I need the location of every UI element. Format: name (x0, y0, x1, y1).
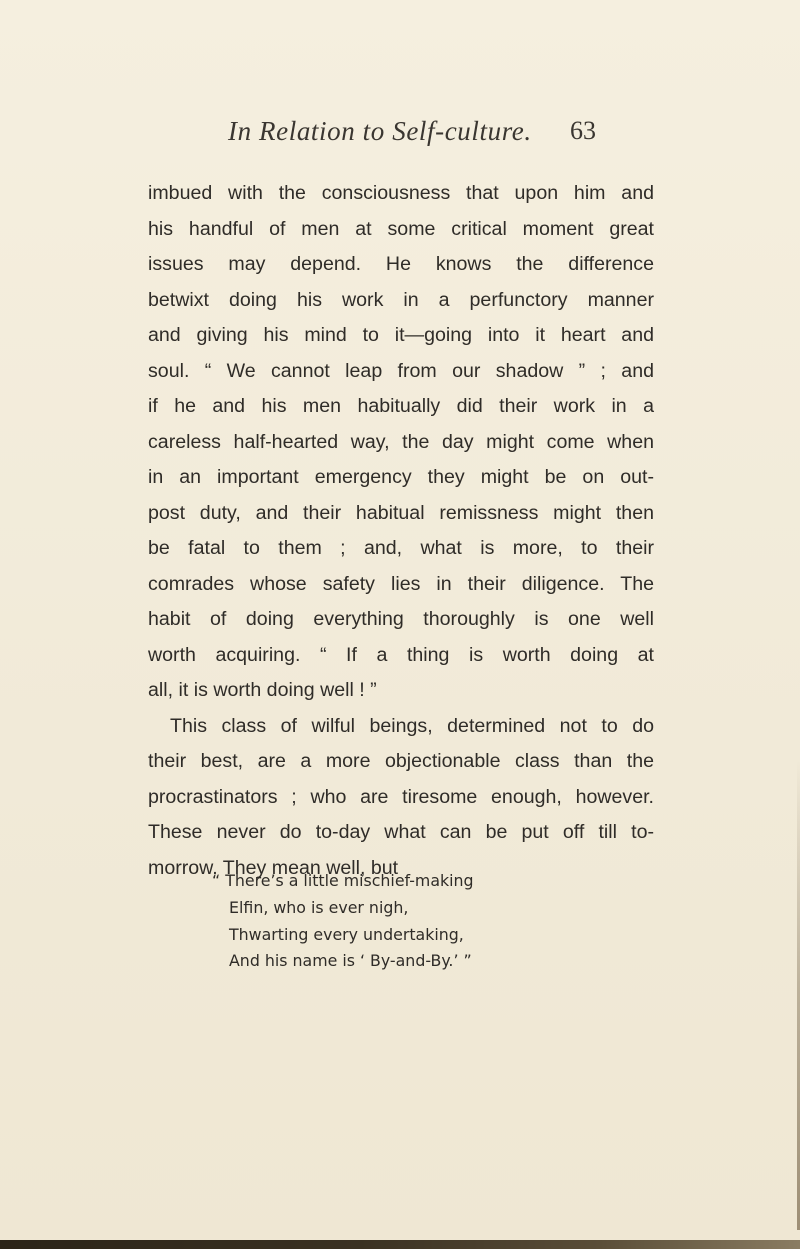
text-line: and giving his mind to it—going into it heart and (148, 324, 654, 346)
text-line: his handful of men at some critical moment great (148, 217, 654, 240)
text-line: all, it is worth doing well ! ” (148, 679, 377, 701)
text-line: These never do to-day what can be put off till to- (148, 821, 654, 843)
text-line: post duty, and their habitual remissness might then (148, 501, 654, 524)
text-line: betwixt doing his work in a perfunctory manner (148, 288, 654, 311)
text-line: worth acquiring. “ If a thing is worth doing at (148, 643, 654, 666)
text-line: procrastinators ; who are tiresome enough, however. (148, 785, 654, 808)
page-number: 63 (570, 116, 596, 145)
text-line: be fatal to them ; and, what is more, to their (148, 537, 654, 559)
verse-line: Thwarting every undertaking, (229, 924, 464, 944)
text-line: careless half-hearted way, the day might come when (148, 430, 654, 453)
running-head (0, 116, 800, 156)
text-line: habit of doing everything thoroughly is one well (148, 608, 654, 630)
verse-line: “ There’s a little mischief-making (212, 871, 474, 890)
text-line: issues may depend. He knows the difference (148, 253, 654, 275)
text-line: imbued with the consciousness that upon him and (148, 182, 654, 204)
text-line: if he and his men habitually did their work in a (148, 395, 654, 417)
text-line: morrow. They mean well, but (148, 856, 399, 879)
page-bottom-edge (0, 1240, 800, 1249)
text-line: in an important emergency they might be on out- (148, 466, 654, 488)
text-line: soul. “ We cannot leap from our shadow ” ; and (148, 359, 654, 382)
running-title: In Relation to Self-culture. (228, 116, 532, 146)
verse-line: And his name is ‘ By-and-By.’ ” (229, 951, 472, 971)
text-line: comrades whose safety lies in their diligence. The (148, 572, 654, 595)
verse-line: Elfin, who is ever nigh, (229, 897, 409, 917)
body-text (148, 176, 654, 886)
verse-quote (212, 868, 474, 975)
text-line: their best, are a more objectionable class than the (148, 750, 654, 772)
text-line: This class of wilful beings, determined not to do (170, 714, 654, 737)
